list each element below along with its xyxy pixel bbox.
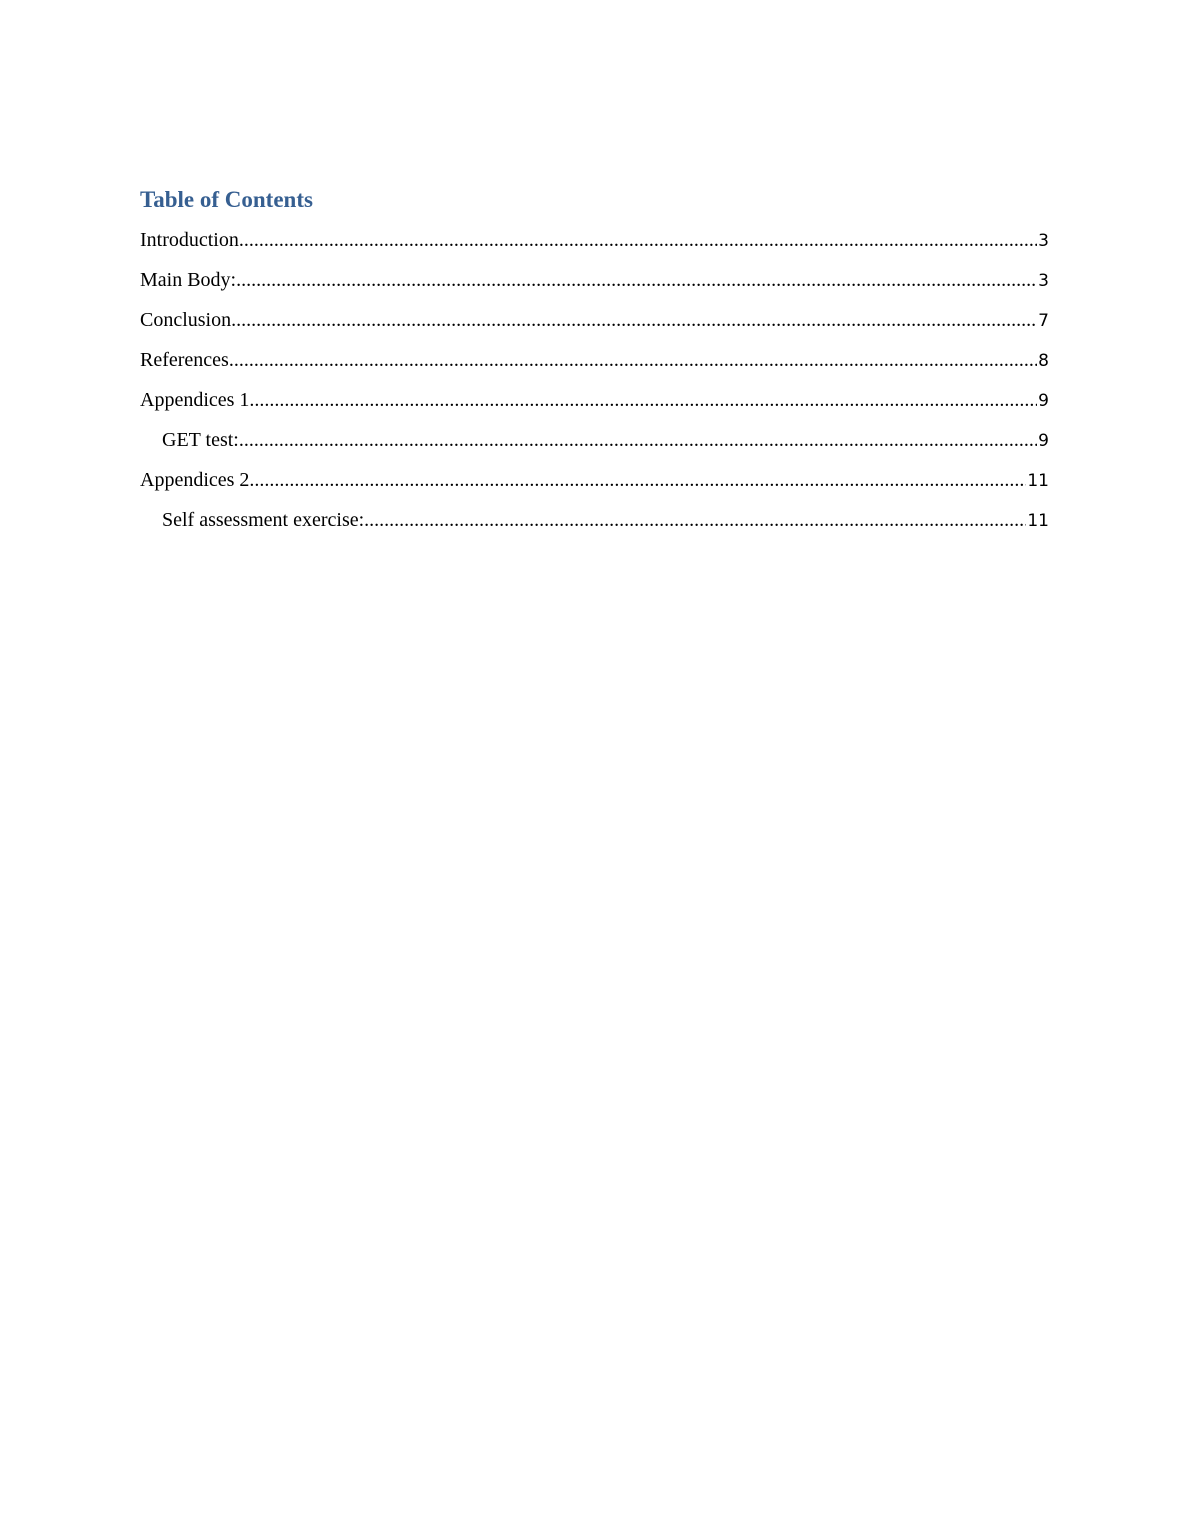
toc-page-number: 11 [1027, 511, 1049, 531]
toc-dot-leader [249, 464, 1026, 496]
toc-page-number: 3 [1038, 271, 1049, 291]
toc-entry-appendices-1[interactable] [140, 384, 1049, 424]
toc-dot-leader [239, 424, 1037, 456]
toc-entry-appendices-2[interactable] [140, 464, 1049, 504]
toc-dot-leader [236, 264, 1037, 296]
toc-entry-label: Appendices 2 [140, 469, 250, 491]
toc-entry-label: GET test: [162, 429, 239, 451]
toc-page-number: 3 [1038, 231, 1049, 251]
toc-entry-label: Main Body: [140, 269, 237, 291]
toc-entry-references[interactable] [140, 344, 1049, 384]
toc-page-number: 7 [1038, 311, 1049, 331]
toc-dot-leader [239, 224, 1037, 256]
toc-entry-label: Introduction [140, 229, 239, 251]
toc-entry-label: References [140, 349, 229, 371]
toc-entry-introduction[interactable] [140, 224, 1049, 264]
toc-dot-leader [229, 344, 1037, 376]
toc-entry-label: Conclusion [140, 309, 232, 331]
toc-dot-leader [364, 504, 1026, 536]
toc-page-number: 11 [1027, 471, 1049, 491]
toc-page-number: 8 [1038, 351, 1049, 371]
toc-entry-main-body[interactable] [140, 264, 1049, 304]
toc-entry-label: Self assessment exercise: [162, 509, 365, 531]
toc-page-number: 9 [1038, 391, 1049, 411]
toc-page-number: 9 [1038, 431, 1049, 451]
toc-entry-conclusion[interactable] [140, 304, 1049, 344]
toc-entry-label: Appendices 1 [140, 389, 250, 411]
toc-heading: Table of Contents [140, 187, 313, 212]
toc-entry-get-test[interactable] [140, 424, 1049, 464]
toc-list [140, 224, 1049, 544]
toc-dot-leader [249, 384, 1037, 416]
toc-dot-leader [231, 304, 1037, 336]
toc-entry-self-assessment-exercise[interactable] [140, 504, 1049, 544]
